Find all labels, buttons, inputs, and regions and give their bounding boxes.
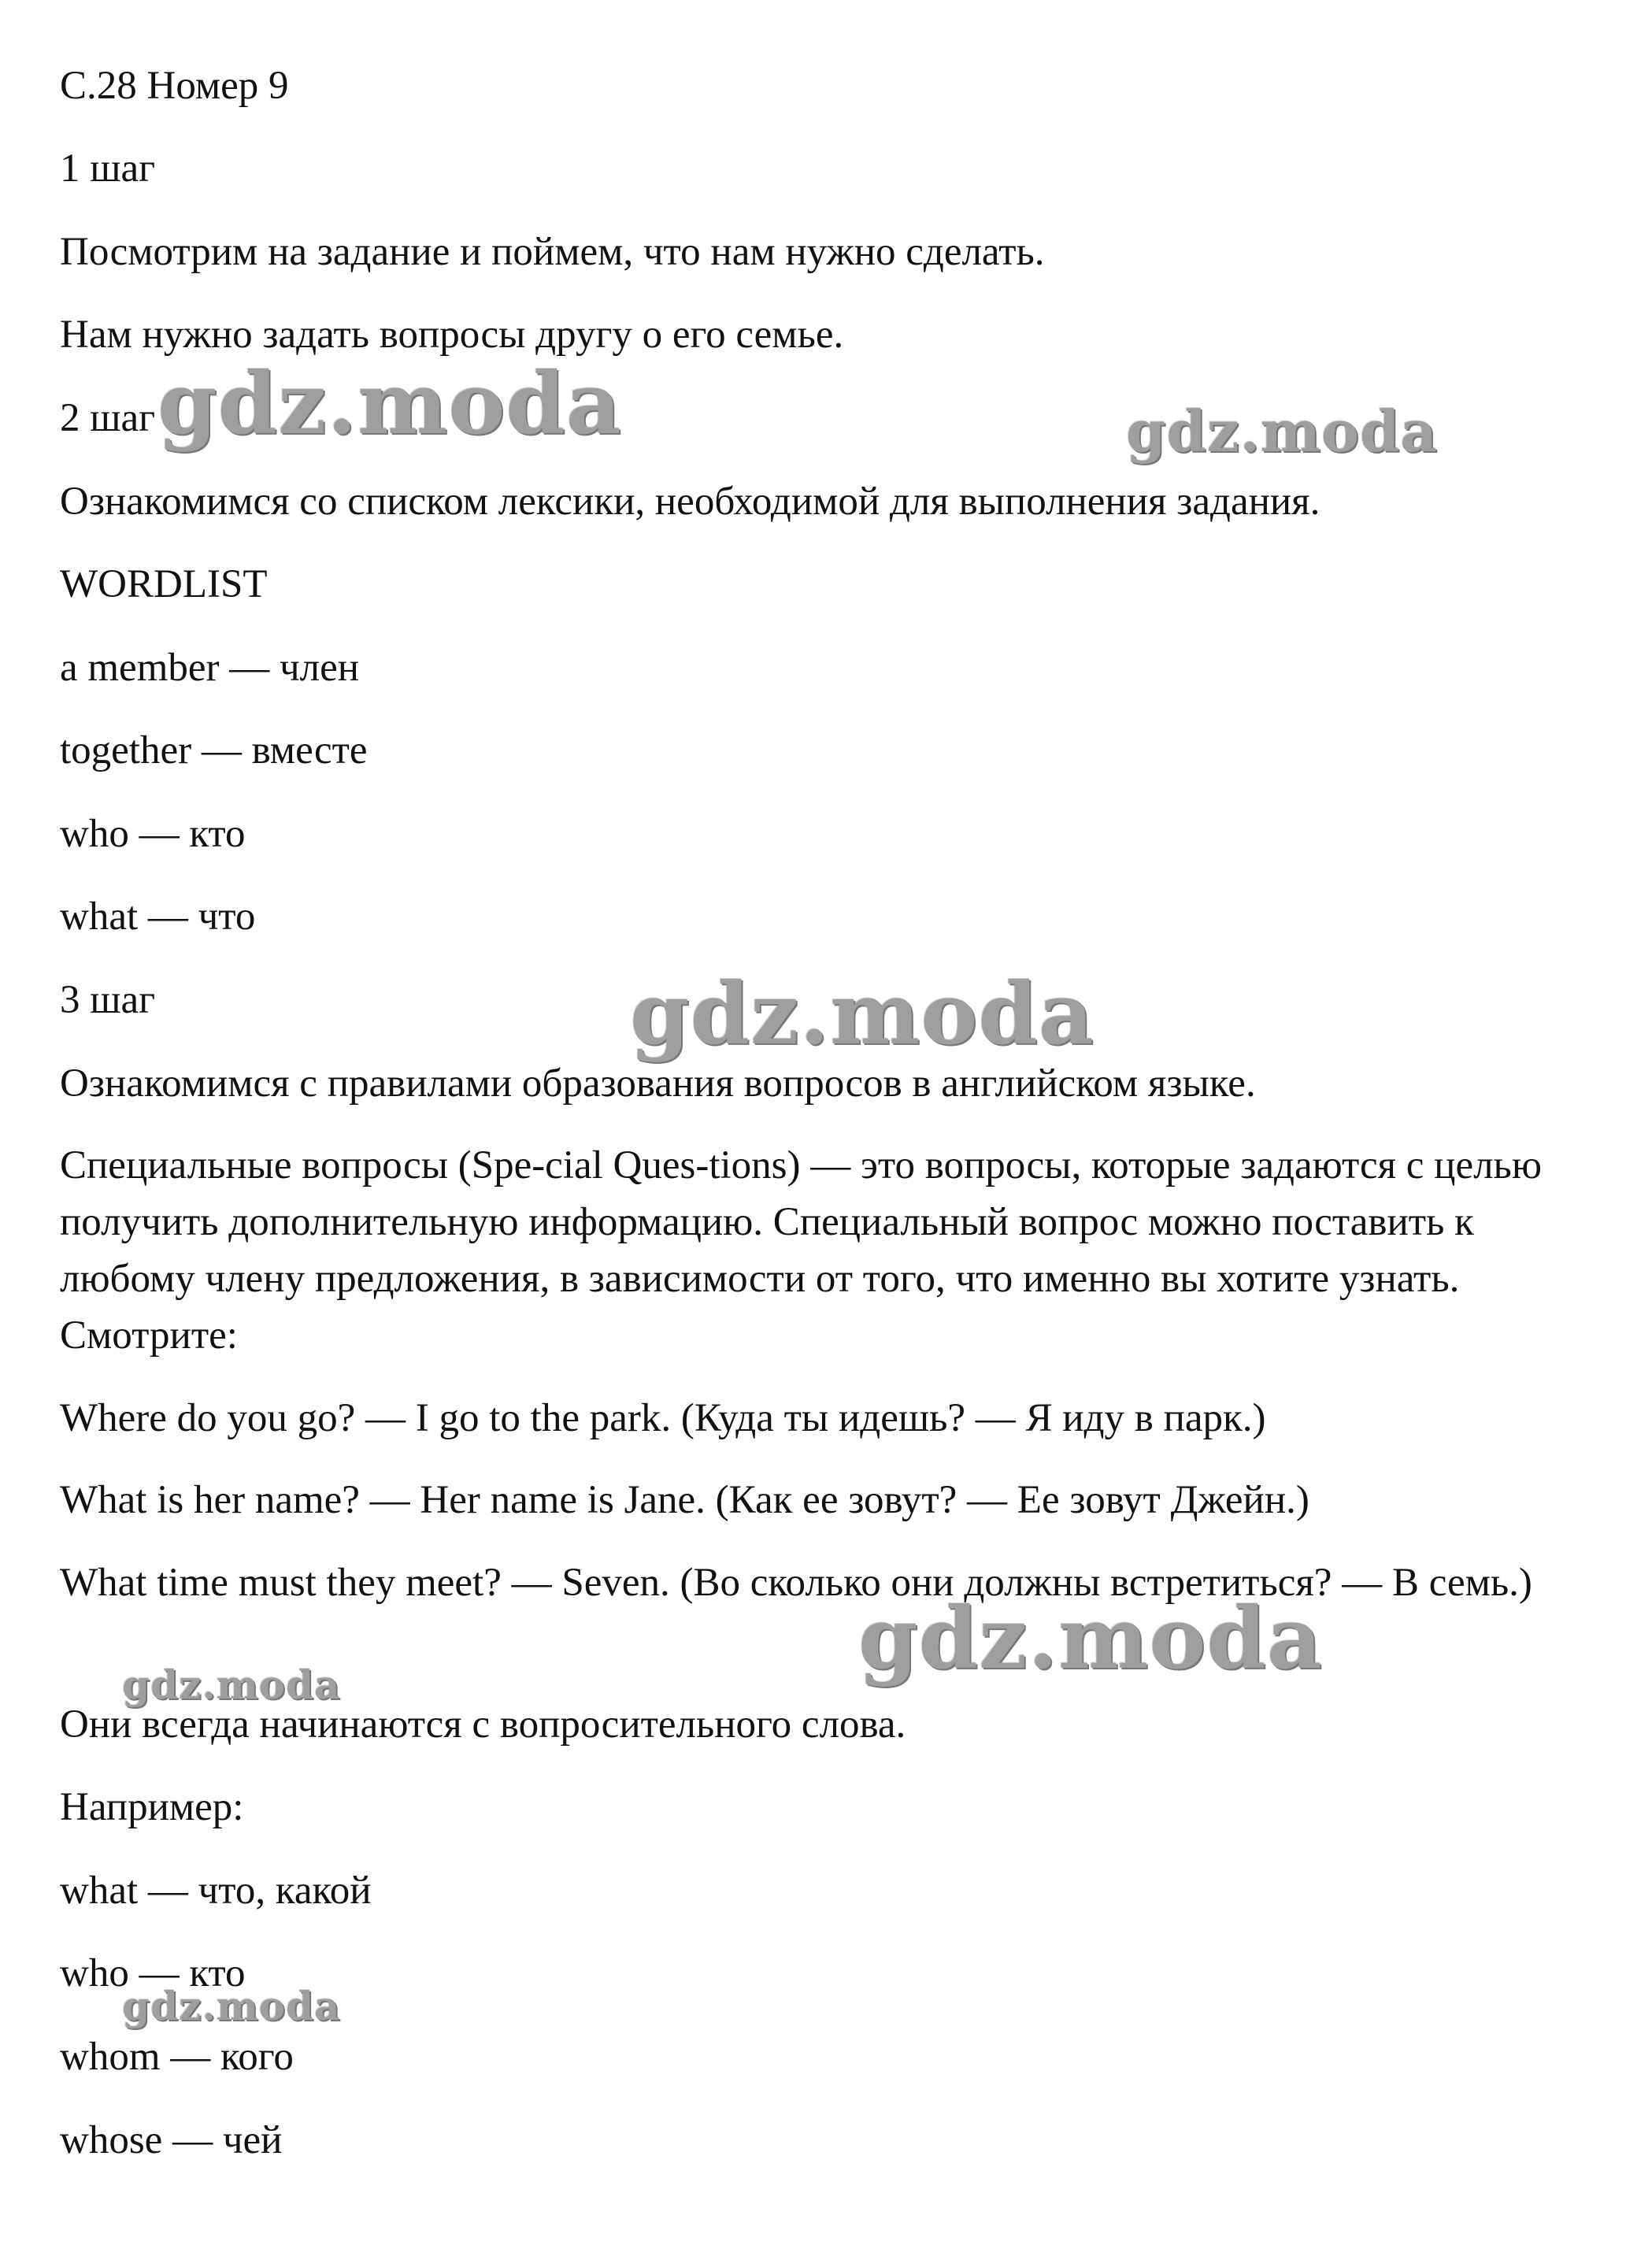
step-2-heading: 2 шаг <box>60 396 156 440</box>
example-3: What time must they meet? — Seven. (Во сколько они должны встретиться? — В семь.) <box>60 1561 1532 1605</box>
always-start-text: Они всегда начинаются с вопросительного слова. <box>60 1702 906 1747</box>
watermark-logo: gdz.moda <box>858 1589 1323 1688</box>
watermark-logo: gdz.moda <box>157 354 622 454</box>
page-header: С.28 Номер 9 <box>60 64 289 108</box>
wordlist-item: a member — член <box>60 646 360 690</box>
watermark-logo: gdz.moda <box>122 1983 341 2029</box>
step-3-text: Ознакомимся с правилами образования вопросов в английском языке. <box>60 1061 1256 1106</box>
wordlist-title: WORDLIST <box>60 562 268 606</box>
step-3-heading: 3 шаг <box>60 978 156 1022</box>
watermark-logo: gdz.moda <box>630 965 1095 1064</box>
question-word-item: who — кто <box>60 1951 246 1995</box>
step-2-text: Ознакомимся со списком лексики, необходимой для выполнения задания. <box>60 480 1320 524</box>
watermark-logo: gdz.moda <box>122 1662 341 1708</box>
step-1-heading: 1 шаг <box>60 146 156 191</box>
question-word-item: what — что, какой <box>60 1869 372 1913</box>
watermark-logo: gdz.moda <box>1126 398 1438 465</box>
example-2: What is her name? — Her name is Jane. (Как ее зовут? — Ее зовут Джейн.) <box>60 1478 1309 1522</box>
step-1-text-2: Нам нужно задать вопросы другу о его семье. <box>60 313 844 357</box>
step-1-text-1: Посмотрим на задание и поймем, что нам нужно сделать. <box>60 230 1045 274</box>
for-example-label: Например: <box>60 1785 244 1829</box>
wordlist-item: together — вместе <box>60 728 368 772</box>
wordlist-item: who — кто <box>60 812 246 856</box>
example-1: Where do you go? — I go to the park. (Куда ты идешь? — Я иду в парк.) <box>60 1396 1266 1440</box>
question-word-item: whose — чей <box>60 2118 283 2162</box>
question-word-item: whom — кого <box>60 2035 294 2079</box>
wordlist-item: what — что <box>60 895 256 939</box>
special-questions-paragraph: Специальные вопросы (Spe-cial Ques-tions) — это вопросы, которые задаются с целью получить дополнительную информацию. Специальный вопрос можно поставить к любому члену предложения, в зависимости от того, что именно вы хотите узнать. Смотрите: <box>60 1143 1542 1358</box>
